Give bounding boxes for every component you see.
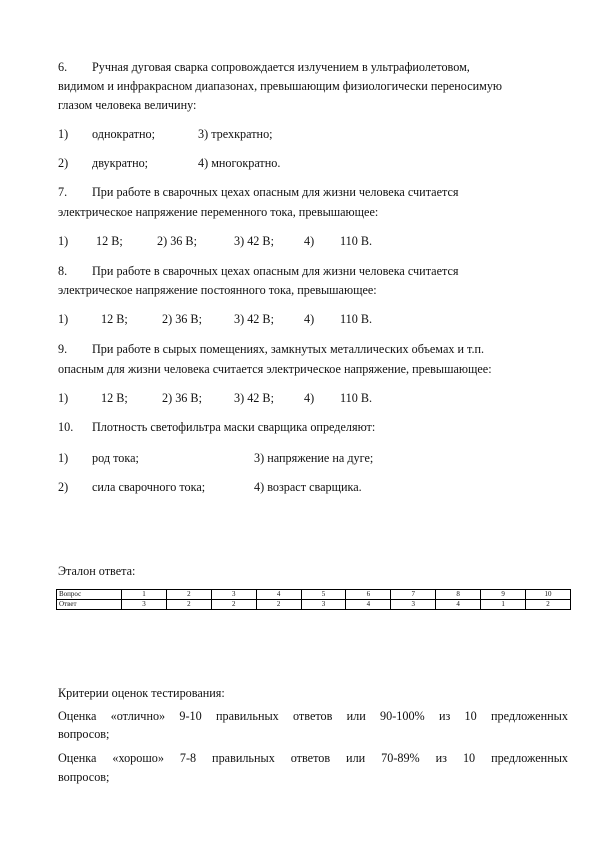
criteria-word: из [435, 751, 447, 765]
question-text-line: Ручная дуговая сварка сопровождается излучением в ультрафиолетовом, [92, 60, 470, 74]
option-text: 110 В. [340, 391, 373, 405]
option-number: 2) [58, 156, 69, 170]
option-number: 1) [58, 451, 69, 465]
criteria-word: ответов [293, 709, 333, 723]
criteria-word: 90-100% [380, 709, 425, 723]
option-text: 110 В. [340, 234, 373, 248]
option-text: двукратно; [92, 156, 149, 170]
question-text-line: При работе в сырых помещениях, замкнутых металлических объемах и т.п. [92, 342, 485, 356]
table-cell: 4 [436, 600, 481, 610]
table-cell: 4 [256, 590, 301, 600]
criteria-word: ответов [290, 751, 331, 765]
option-number: 1) [58, 312, 69, 326]
table-cell: Ответ [57, 600, 122, 610]
criteria-word: 9-10 [179, 709, 202, 723]
table-row [57, 600, 571, 610]
table-cell: 1 [122, 590, 167, 600]
option-text: 3) напряжение на дуге; [254, 451, 374, 465]
option-text: 3) 42 В; [234, 234, 274, 248]
criteria-word: или [346, 751, 366, 765]
table-cell: 2 [166, 600, 211, 610]
option-text: род тока; [92, 451, 139, 465]
question-text-line: электрическое напряжение постоянного тока, превышающее: [58, 283, 377, 297]
table-cell: 3 [391, 600, 436, 610]
table-cell: 6 [346, 590, 391, 600]
criteria-word: 7-8 [179, 751, 197, 765]
criteria-word: Оценка [58, 709, 97, 723]
table-cell: Вопрос [57, 590, 122, 600]
option-text: 12 В; [96, 234, 123, 248]
table-cell: 7 [391, 590, 436, 600]
question-number: 8. [58, 264, 68, 278]
table-cell: 3 [122, 600, 167, 610]
table-cell: 3 [301, 600, 346, 610]
criteria-excellent-continuation: вопросов; [58, 727, 110, 741]
question-text-line: глазом человека величину: [58, 98, 197, 112]
criteria-title: Критерии оценок тестирования: [58, 686, 225, 700]
question-number: 7. [58, 185, 68, 199]
table-cell: 2 [211, 600, 256, 610]
answer-key-table [56, 589, 571, 610]
question-text-line: опасным для жизни человека считается электрическое напряжение, превышающее: [58, 362, 492, 376]
option-text: 2) 36 В; [162, 391, 202, 405]
criteria-word: правильных [212, 751, 275, 765]
table-cell: 2 [526, 600, 571, 610]
option-text: однократно; [92, 127, 155, 141]
option-text: 3) трехкратно; [198, 127, 273, 141]
criteria-word: 10 [462, 751, 476, 765]
table-cell: 5 [301, 590, 346, 600]
question-number: 9. [58, 342, 68, 356]
table-cell: 4 [346, 600, 391, 610]
option-text: 4) многократно. [198, 156, 281, 170]
option-text: 110 В. [340, 312, 373, 326]
question-text-line: электрическое напряжение переменного тока, превышающее: [58, 205, 379, 219]
criteria-word: предложенных [491, 751, 568, 765]
criteria-word: или [346, 709, 366, 723]
option-number: 4) [304, 312, 315, 326]
table-cell: 9 [481, 590, 526, 600]
criteria-excellent-line [58, 709, 568, 724]
table-cell: 3 [211, 590, 256, 600]
option-number: 1) [58, 234, 69, 248]
criteria-good-continuation: вопросов; [58, 770, 110, 784]
option-text: 3) 42 В; [234, 391, 274, 405]
question-text-line: При работе в сварочных цехах опасным для жизни человека считается [92, 264, 459, 278]
question-text-line: видимом и инфракрасном диапазонах, превышающим физиологически переносимую [58, 79, 503, 93]
table-cell: 2 [166, 590, 211, 600]
criteria-good-line [58, 751, 568, 766]
question-number: 6. [58, 60, 68, 74]
question-text-line: Плотность светофильтра маски сварщика определяют: [92, 420, 376, 434]
table-row [57, 590, 571, 600]
option-text: 12 В; [101, 391, 128, 405]
criteria-word: из [438, 709, 451, 723]
option-text: сила сварочного тока; [92, 480, 206, 494]
option-number: 1) [58, 127, 69, 141]
criteria-word: правильных [216, 709, 279, 723]
option-number: 1) [58, 391, 69, 405]
question-number: 10. [58, 420, 74, 434]
option-text: 4) возраст сварщика. [254, 480, 362, 494]
criteria-word: «отлично» [110, 709, 166, 723]
option-number: 4) [304, 234, 315, 248]
table-cell: 2 [256, 600, 301, 610]
answer-key-title: Эталон ответа: [58, 564, 136, 578]
question-text-line: При работе в сварочных цехах опасным для жизни человека считается [92, 185, 459, 199]
option-text: 12 В; [101, 312, 128, 326]
criteria-word: 10 [464, 709, 477, 723]
option-number: 4) [304, 391, 315, 405]
criteria-word: «хорошо» [112, 751, 164, 765]
option-text: 3) 42 В; [234, 312, 274, 326]
option-text: 2) 36 В; [162, 312, 202, 326]
table-cell: 8 [436, 590, 481, 600]
criteria-word: 70-89% [381, 751, 420, 765]
table-cell: 1 [481, 600, 526, 610]
criteria-word: Оценка [58, 751, 97, 765]
option-text: 2) 36 В; [157, 234, 197, 248]
criteria-word: предложенных [490, 709, 568, 723]
table-cell: 10 [526, 590, 571, 600]
option-number: 2) [58, 480, 69, 494]
